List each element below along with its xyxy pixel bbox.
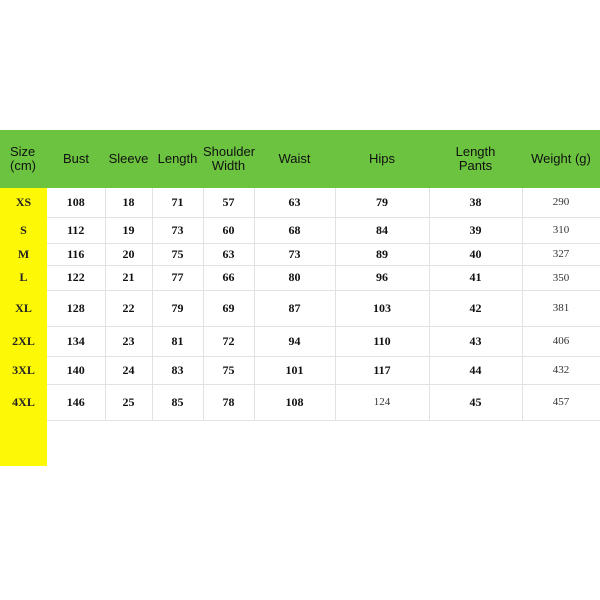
cell-waist: 94 xyxy=(254,326,335,356)
cell-bust: 116 xyxy=(47,243,105,265)
cell-weight: 406 xyxy=(522,326,600,356)
table-row xyxy=(0,290,600,326)
cell-hips: 103 xyxy=(335,290,429,326)
cell-size: XS xyxy=(15,195,32,209)
cell-weight: 310 xyxy=(522,217,600,243)
table-row xyxy=(0,356,600,384)
cell-length: 79 xyxy=(152,290,203,326)
cell-length-pants: 44 xyxy=(429,356,522,384)
cell-length-pants: 39 xyxy=(429,217,522,243)
cell-weight: 327 xyxy=(522,243,600,265)
cell-shoulder-width: 72 xyxy=(203,326,254,356)
header-length: Length xyxy=(157,151,198,166)
cell-shoulder-width: 60 xyxy=(203,217,254,243)
cell-weight: 432 xyxy=(522,356,600,384)
cell-bust: 134 xyxy=(47,326,105,356)
cell-weight: 457 xyxy=(522,384,600,420)
cell-bust: 128 xyxy=(47,290,105,326)
cell-shoulder-width: 78 xyxy=(203,384,254,420)
cell-waist: 87 xyxy=(254,290,335,326)
cell-length-pants: 38 xyxy=(429,188,522,217)
cell-hips: 117 xyxy=(335,356,429,384)
cell-hips: 110 xyxy=(335,326,429,356)
header-length-pants: Length Pants xyxy=(455,144,496,173)
table-row xyxy=(0,384,600,420)
cell-shoulder-width: 63 xyxy=(203,243,254,265)
table-body xyxy=(0,188,600,420)
cell-bust: 108 xyxy=(47,188,105,217)
cell-sleeve: 18 xyxy=(105,188,152,217)
cell-length: 85 xyxy=(152,384,203,420)
cell-waist: 80 xyxy=(254,265,335,290)
cell-waist: 108 xyxy=(254,384,335,420)
header-weight: Weight (g) xyxy=(531,151,591,166)
cell-size: XL xyxy=(15,300,32,315)
table-row xyxy=(0,265,600,290)
cell-hips: 96 xyxy=(335,265,429,290)
cell-bust: 140 xyxy=(47,356,105,384)
header-hips: Hips xyxy=(368,151,395,166)
cell-shoulder-width: 75 xyxy=(203,356,254,384)
cell-waist: 68 xyxy=(254,217,335,243)
cell-length-pants: 43 xyxy=(429,326,522,356)
table-row xyxy=(0,217,600,243)
header-bust: Bust xyxy=(62,151,89,166)
cell-waist: 101 xyxy=(254,356,335,384)
header-shoulder-width: Shoulder Width xyxy=(203,144,256,173)
cell-sleeve: 19 xyxy=(105,217,152,243)
header-sleeve: Sleeve xyxy=(108,151,149,166)
cell-sleeve: 20 xyxy=(105,243,152,265)
cell-length-pants: 45 xyxy=(429,384,522,420)
header-waist: Waist xyxy=(278,151,311,166)
cell-weight: 350 xyxy=(522,265,600,290)
header-size: Size (cm) xyxy=(10,144,36,173)
cell-size: 2XL xyxy=(12,333,35,348)
cell-shoulder-width: 66 xyxy=(203,265,254,290)
cell-sleeve: 22 xyxy=(105,290,152,326)
cell-size: M xyxy=(17,246,30,261)
cell-bust: 112 xyxy=(47,217,105,243)
cell-length-pants: 40 xyxy=(429,243,522,265)
cell-size: 4XL xyxy=(12,394,35,409)
table-row xyxy=(0,188,600,217)
cell-length: 81 xyxy=(152,326,203,356)
cell-length: 71 xyxy=(152,188,203,217)
cell-length-pants: 41 xyxy=(429,265,522,290)
cell-size: L xyxy=(19,270,28,284)
cell-hips: 79 xyxy=(335,188,429,217)
table-row xyxy=(0,243,600,265)
cell-bust: 122 xyxy=(47,265,105,290)
cell-length: 73 xyxy=(152,217,203,243)
size-table xyxy=(0,130,600,421)
cell-length: 75 xyxy=(152,243,203,265)
cell-waist: 63 xyxy=(254,188,335,217)
cell-shoulder-width: 69 xyxy=(203,290,254,326)
cell-hips: 84 xyxy=(335,217,429,243)
cell-weight: 381 xyxy=(522,290,600,326)
cell-shoulder-width: 57 xyxy=(203,188,254,217)
cell-length-pants: 42 xyxy=(429,290,522,326)
cell-sleeve: 25 xyxy=(105,384,152,420)
cell-hips: 89 xyxy=(335,243,429,265)
header-row xyxy=(0,130,600,188)
cell-length: 83 xyxy=(152,356,203,384)
cell-length: 77 xyxy=(152,265,203,290)
cell-size: S xyxy=(20,222,27,237)
cell-bust: 146 xyxy=(47,384,105,420)
cell-sleeve: 24 xyxy=(105,356,152,384)
cell-size: 3XL xyxy=(12,362,35,377)
cell-sleeve: 23 xyxy=(105,326,152,356)
cell-hips: 124 xyxy=(335,384,429,420)
cell-weight: 290 xyxy=(522,188,600,217)
table-row xyxy=(0,326,600,356)
cell-waist: 73 xyxy=(254,243,335,265)
cell-sleeve: 21 xyxy=(105,265,152,290)
